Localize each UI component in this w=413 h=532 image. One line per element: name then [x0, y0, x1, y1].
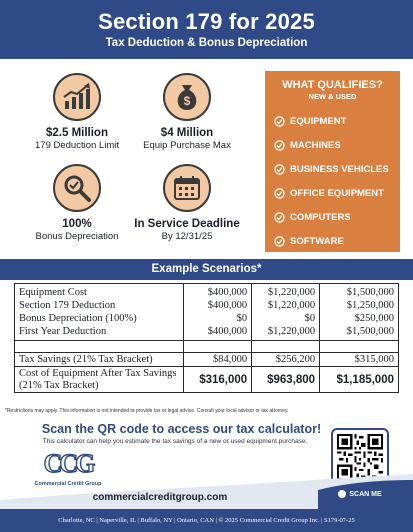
stat-caption: Bonus Depreciation	[35, 231, 119, 243]
money-bag-icon	[163, 73, 211, 121]
table-cell: $1,220,000	[252, 299, 320, 312]
table-row	[15, 312, 399, 325]
page-subtitle: Tax Deduction & Bonus Depreciation	[105, 37, 308, 49]
scenarios-title: Example Scenarios*	[0, 259, 413, 280]
table-cell: $0	[252, 312, 320, 325]
table-row	[15, 325, 399, 341]
qualifies-subtitle: NEW & USED	[308, 92, 357, 101]
table-cell: $400,000	[184, 299, 252, 312]
footer-bar: Charlotte, NC | Naperville, IL | Buffalo, NY | Ontario, CAN | © 2025 Commercial Credit Group Inc. | S179-07-25	[0, 509, 413, 532]
row-label: Equipment Cost	[15, 284, 184, 300]
table-row	[15, 284, 399, 300]
row-label: Bonus Depreciation (100%)	[15, 312, 184, 325]
table-cell: $316,000	[184, 367, 252, 393]
stat-caption: 179 Deduction Limit	[35, 140, 119, 152]
qualifies-item-label: MACHINES	[290, 139, 341, 151]
check-circle-icon	[274, 116, 285, 127]
qualifies-item	[265, 181, 400, 205]
scan-me-text: SCAN ME	[349, 490, 382, 498]
row-label: First Year Deduction	[15, 325, 184, 341]
table-cell: $1,185,000	[320, 367, 399, 393]
qualifies-item-label: EQUIPMENT	[290, 115, 347, 127]
check-circle-icon	[274, 140, 285, 151]
scan-me-label	[331, 490, 389, 498]
table-cell: $963,800	[252, 367, 320, 393]
header-banner	[0, 0, 413, 59]
row-label: Cost of Equipment After Tax Savings (21% Tax Bracket)	[15, 367, 184, 393]
stat-caption: Equip Purchase Max	[143, 140, 231, 152]
stat-caption: By 12/31/25	[161, 231, 213, 243]
row-label: Tax Savings (21% Tax Bracket)	[15, 353, 184, 367]
logo-company-name: Commercial Credit Group	[34, 481, 102, 487]
stat-value: In Service Deadline	[134, 218, 240, 230]
magnifying-glass-icon	[53, 164, 101, 212]
table-cell: $1,220,000	[252, 284, 320, 300]
calendar-icon	[163, 164, 211, 212]
table-cell: $400,000	[184, 284, 252, 300]
check-circle-icon	[274, 212, 285, 223]
stat-value: $2.5 Million	[46, 127, 108, 139]
bar-chart-growth-icon	[53, 73, 101, 121]
qualifies-item	[265, 229, 400, 253]
stat-bonus-depreciation	[17, 164, 137, 243]
stat-service-deadline	[127, 164, 247, 243]
check-circle-icon	[274, 236, 285, 247]
phone-icon	[338, 490, 346, 498]
table-cell: $250,000	[320, 312, 399, 325]
table-row	[15, 299, 399, 312]
check-circle-icon	[274, 188, 285, 199]
logo-letters: CCG	[43, 449, 93, 478]
table-cell: $1,250,000	[320, 299, 399, 312]
table-cell: $315,000	[320, 353, 399, 367]
qr-heading: Scan the QR code to access our tax calculator!	[41, 422, 322, 436]
table-row-tax-savings	[15, 353, 399, 367]
table-spacer-row	[15, 341, 399, 353]
table-cell: $1,500,000	[320, 325, 399, 341]
disclaimer: *Restrictions may apply. This information is not intended to provide tax or legal advice. Consult your local advisor or tax attorney.	[5, 408, 289, 414]
table-cell: $256,200	[252, 353, 320, 367]
qualifies-item	[265, 133, 400, 157]
qualifies-item-label: BUSINESS VEHICLES	[290, 163, 389, 175]
check-circle-icon	[274, 164, 285, 175]
qualifies-item	[265, 109, 400, 133]
qualifies-panel	[265, 71, 400, 252]
page-title: Section 179 for 2025	[98, 9, 315, 34]
stat-value: $4 Million	[160, 127, 214, 139]
table-cell: $400,000	[184, 325, 252, 341]
table-cell: $84,000	[184, 353, 252, 367]
stat-value: 100%	[62, 218, 92, 230]
table-row-cost-after-tax	[15, 367, 399, 393]
svg-text:$: $	[183, 94, 191, 108]
stat-purchase-max	[127, 73, 247, 152]
qualifies-item	[265, 205, 400, 229]
qualifies-item	[265, 157, 400, 181]
website-link[interactable]: commercialcreditgroup.com	[92, 492, 228, 503]
qualifies-item-label: COMPUTERS	[290, 211, 351, 223]
scenarios-table	[14, 283, 399, 393]
table-cell: $1,220,000	[252, 325, 320, 341]
stat-deduction-limit	[17, 73, 137, 152]
row-label: Section 179 Deduction	[15, 299, 184, 312]
qualifies-item-label: SOFTWARE	[290, 235, 344, 247]
qualifies-item-label: OFFICE EQUIPMENT	[290, 187, 384, 199]
qr-description: This calculator can help you estimate the tax savings of a new or used equipment purchase.	[42, 438, 308, 445]
qualifies-title: WHAT QUALIFIES?	[282, 79, 383, 91]
table-cell: $1,500,000	[320, 284, 399, 300]
table-cell: $0	[184, 312, 252, 325]
